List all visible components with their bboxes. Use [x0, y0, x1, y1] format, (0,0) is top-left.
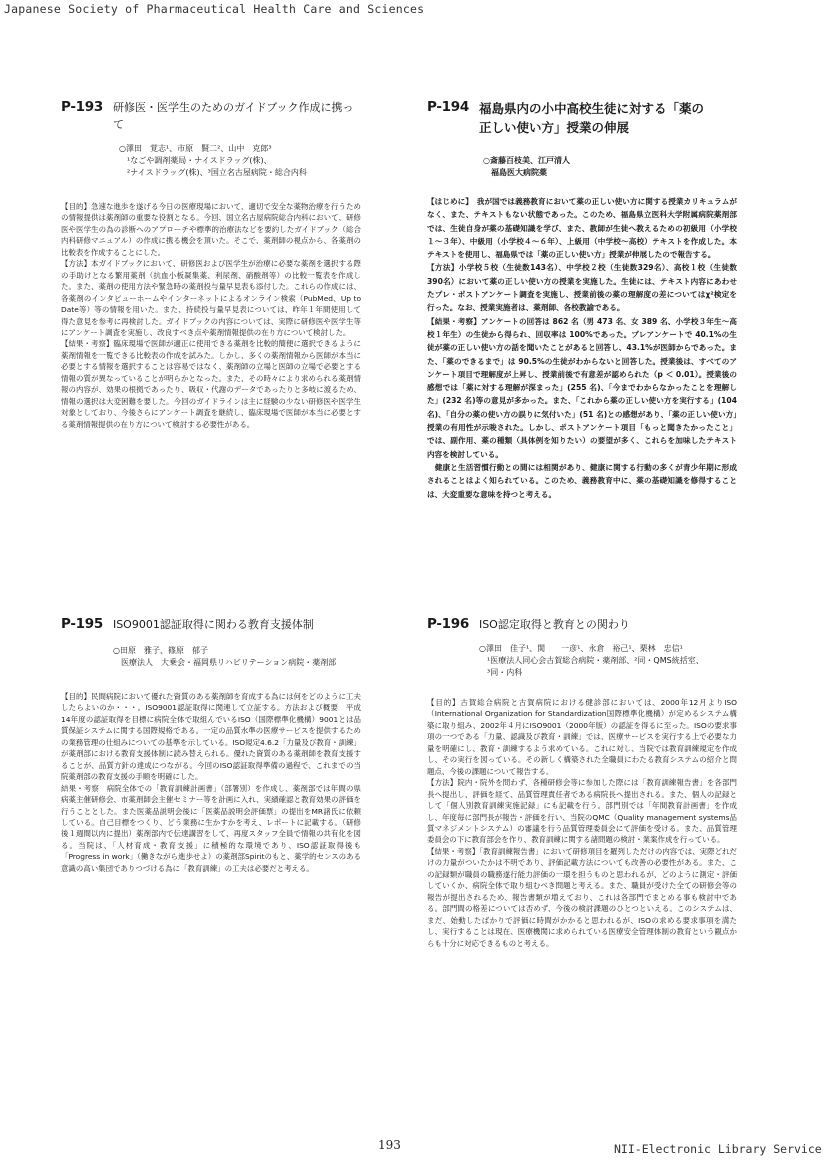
affiliation-line: ²ナイスドラッグ(株)、³国立名古屋病院・総合内科	[127, 168, 307, 177]
affiliation-line: ¹医療法人同心会古賀総合病院・薬剤部、²同・QMS統括室、	[487, 656, 704, 665]
author-block	[119, 143, 361, 179]
abstract-number: P-196	[427, 616, 469, 632]
abstract-title: ISO9001認証取得に関わる教育支援体制	[112, 618, 314, 631]
author-line: ○澤田 覚志¹、市原 賢二²、山中 克郎³	[119, 144, 272, 153]
abstract-body	[427, 697, 737, 949]
abstract-number: P-194	[427, 99, 469, 115]
paragraph-conclusion: 健康と生活習慣行動との間には相関があり、健康に関する行動の多くが青少年期に形成されることはよく知られている。このため、義務教育中に、薬の基礎知識を修得することは、大変重要な意味を持つと考える。	[427, 462, 737, 499]
paragraph-results: 結果・考察 病院全体での「教育訓練計画書」（部署別）を作成し、薬剤部では年間の県病薬主催研修会、市薬剤師会主催セミナー等を計画に入れ、実績確認と教育効果の評価を行うこととした。また医薬品説明会後に「医薬品説明会評価票」の提出をMR諸氏に依頼している。自己目標をつくり、どう業務に生かすかを考え、レポートに記載する。（研修後１週間以内に提出）薬剤部内で伝達講習をして、再度スタッフ全員で情報の共有化を図る。当院は、「人材育成・教育支援」に積極的な環境であり、ISO認証取得後も「Progress in work」（働きながら進歩せよ）の薬剤部Spiritのもと、薬学的センスのある意識の高い集団でありつづける為に「教育訓練」の工夫は必要だと考える。	[61, 783, 361, 873]
abstract-p194	[427, 99, 737, 501]
paragraph-purpose: 【目的】急速な進歩を遂げる今日の医療現場において、適切で安全な薬物治療を行うための情報提供は薬剤師の重要な役割となる。今回、国立名古屋病院総合内科において、研修医や医学生の為の診断へのアプローチや標準的治療法などを要約したガイドブック（総合内科研修マニュアル）の作成に携る機会を頂いた。そこで、薬剤師の視点から、各薬剤の比較表を作成することにした。	[61, 202, 361, 257]
abstract-number: P-193	[61, 99, 103, 115]
abstract-title: 研修医・医学生のためのガイドブック作成に携って	[112, 101, 354, 131]
paragraph-method: 【方法】小学校５校（生徒数143名）、中学校２校（生徒数329名）、高校１校（生徒数390名）において薬の正しい使い方の授業を実施した。生徒には、テキスト内容にあわせたプレ・ポストアンケート調査を実施し、授業前後の薬の理解度の差についてはχ²検定を行った。なお、授業実施者は、薬剤師、各校教諭である。	[427, 263, 737, 313]
abstract-p195	[61, 616, 361, 874]
affiliation-line: ¹なごや調剤薬局・ナイスドラッグ(株)、	[127, 156, 272, 165]
paragraph-results: 【結果・考察】アンケートの回答は 862 名（男 473 名、女 389 名、小学校３年生〜高校１年生）の生徒から得られ、回収率は 100%であった。プレアンケートで 40.1%の生徒が薬の正しい使い方の話を聞いたことがあると回答し、43.1%が医師からであった。また、「薬のできるまで」は 90.5%の生徒がわからないと回答した。授業後は、すべてのアンケート項目で理解度が上昇し、授業前後で有意差が認められた（p ＜ 0.01）。授業後の感想では「薬に対する理解が深まった」(255 名)、「今までわからなかったことを理解した」(232 名)等の意見が多かった。また、「これから薬の正しい使い方を実行する」(104 名)、「自分の薬の使い方の誤りに気付いた」(51 名)との感想があり、「薬の正しい使い方」授業の有用性が示唆された。しかし、ポストアンケート項目「もっと聞きたかったこと」では、副作用、薬の種類（具体例を知りたい）の要望が多く、これらを加味したテキスト内容を検討している。	[427, 316, 737, 459]
abstract-title: ISO認定取得と教育との関わり	[478, 618, 630, 631]
paragraph-method: 【方法】院内・院外を問わず、各種研修会等に参加した際には「教育訓練報告書」を各部門長へ提出し、評価を経て、品質管理責任者である病院長へ提出される。また、個人の記録として「個人別教育訓練実施記録」にも記載を行う。部門別では「年間教育計画書」を作成し、年度毎に部門長が報告・評価を行い、当院のQMC（Quality management systems品質マネジメントシステム）の審議を行う品質管理委員会にて評価を受ける。また、品質管理委員会の下に教育部会を作り、教育訓練に関する諸問題の検討・業案作成を行っている。	[427, 778, 737, 845]
abstract-number: P-195	[61, 616, 103, 632]
author-line: ○斎藤百枝美、江戸清人	[483, 156, 570, 165]
abstract-title-line: 正しい使い方」授業の伸展	[478, 120, 629, 135]
affiliation-line: ³同・内科	[487, 668, 523, 677]
paragraph-results: 【結果・考察】臨床現場で医師が適正に使用できる薬剤を比較的簡便に選択できるように薬剤情報を一覧できる比較表の作成を試みた。しかし、多くの薬剤情報から医師が本当に必要とする情報を選択することは容易ではなく、薬剤師の立場と医師の立場で必要とする情報の質が異なっていることが明らかとなった。また、その時々により求められる薬剤情報の内容が、効果の根拠であったり、吸収・代謝のデータであったりと多岐に渡るため、情報の選択は大変困難を要した。今回のガイドラインは主に経験の少ない研修医や医学生対象としており、今後さらにアンケート調査を継続し、臨床現場で医師が本当に必要とする薬剤情報提供の在り方について検討する必要性がある。	[61, 339, 361, 429]
paragraph-results: 【結果・考察】「教育訓練報告書」において研修項目を羅列しただけの内容では、実際どれだけの力量がついたかは不明であり、評価記載方法についても改善の必要性がある。また、この記録類が職員の職務遂行能力評価の一環を担うものと思われるが、どのように測定・評価していくか、病院全体で取り組むべき問題と考える。また、職員が受けた全ての研修会等の報告が提出されるため、報告書類が増えており、これは各部門でまとめる事も検討中である。部門間の格差については否めず、今後の検討課題のひとつといえる。このシステムは、まだ、始動したばかりで評価に時間がかかると思われるが、ISOの求める要求事項を満たし、実行することは現在、医療機関に求められている医療安全管理体制の教育という観点からも十分に対応できるものと考える。	[427, 846, 737, 948]
paragraph-intro: 【はじめに】 我が国では義務教育において薬の正しい使い方に関する授業カリキュラムがなく、また、テキストもない状態であった。このため、福島県立医科大学附属病院薬剤部では、生徒自身が薬の基礎知識を学び、また、教師が生徒へ教えるための初級用（小学校１〜３年）、中級用（小学校４〜６年）、上級用（中学校〜高校）テキストを作成した。本テキストを使用し、福島県では「薬の正しい使い方」授業が伸展したので報告する。	[427, 197, 737, 260]
paragraph-method: 【方法】本ガイドブックにおいて、研修医および医学生が治療に必要な薬剤を選択する際の手助けとなる繁用薬剤（抗血小板凝集薬、利尿剤、硝酸剤等）の比較一覧表を作成した。また、薬剤の使用方法や緊急時の薬剤投与量早見表も添付した。これらの作成には、各薬剤のインタビューホームやインターネットによるオンライン検索（PubMed、Up to Date等）等の情報を用いた。また、持続投与量早見表については、昨年１年間使用して得た意見を参考に再検討した。ガイドブックの内容については、実際に研修医や医学生等にアンケート調査を実施し、改良すべき点や薬剤情報提供の在り方について検討した。	[61, 259, 361, 337]
abstract-body	[427, 195, 737, 501]
abstract-body	[61, 691, 361, 874]
abstract-title-line: 福島県内の小中高校生徒に対する「薬の	[478, 101, 704, 116]
affiliation-line: 福島医大病院薬	[491, 168, 547, 177]
author-block	[479, 643, 737, 679]
author-line: ○田原 雅子、篠原 郁子	[113, 646, 208, 655]
paragraph-purpose: 【目的】古賀総合病院と古賀病院における健診部においては、2000年12月よりISO（International Organization for Standardization国際標準化機構）が定めるシステム構築に取り組み、2002年４月にISO9001（2000年版）の認証を得るに至った。ISOの要求事項の一つである「力量、認識及び教育・訓練」では、医療サービスを実行する上で必要な力量を明確にし、教育・訓練するよう求めている。これに対し、当院では教育訓練規定を作成し、その実行を図っている。その新しく構築された全職員にわたる教育システムの紹介と問題点、今後の課題について報告する。	[427, 698, 737, 776]
author-line: ○澤田 佳子¹、関 一彦¹、永倉 裕己¹、栗林 忠信¹	[479, 644, 683, 653]
affiliation-line: 医療法人 大乗会・福岡県リハビリテーション病院・薬剤部	[121, 658, 337, 667]
journal-header: Japanese Society of Pharmaceutical Health Care and Sciences	[4, 2, 425, 16]
abstract-p193	[61, 99, 361, 430]
abstract-p196	[427, 616, 737, 949]
author-block	[113, 645, 361, 669]
abstract-body	[61, 201, 361, 430]
author-block	[483, 155, 737, 179]
library-footer: NII-Electronic Library Service	[614, 1142, 822, 1156]
page-number: 193	[378, 1138, 401, 1152]
abstract-title	[479, 99, 704, 137]
paragraph-purpose: 【目的】民間病院において優れた資質のある薬剤師を育成する為には何をどのように工夫したらよいのか・・・。ISO9001認証取得に関連して立証する。方法および概要 平成14年度の認証取得を目標に病院全体で取組んでいるISO（国際標準化機構）9001とは品質保証システムに関する国際規格である。一定の品質水準の医療サービスを提供するための業務管理の仕組みについての基準を示している。ISO規定4.6.2「力量及び教育・訓練」が薬剤部における教育支援体制に読み替えられる。優れた資質のある薬剤師を教育支援することが、品質方針の達成につながる。今回のISO認証取得準備の過程で、これまでの当院薬剤部の教育支援の手順を明確にした。	[61, 692, 361, 782]
